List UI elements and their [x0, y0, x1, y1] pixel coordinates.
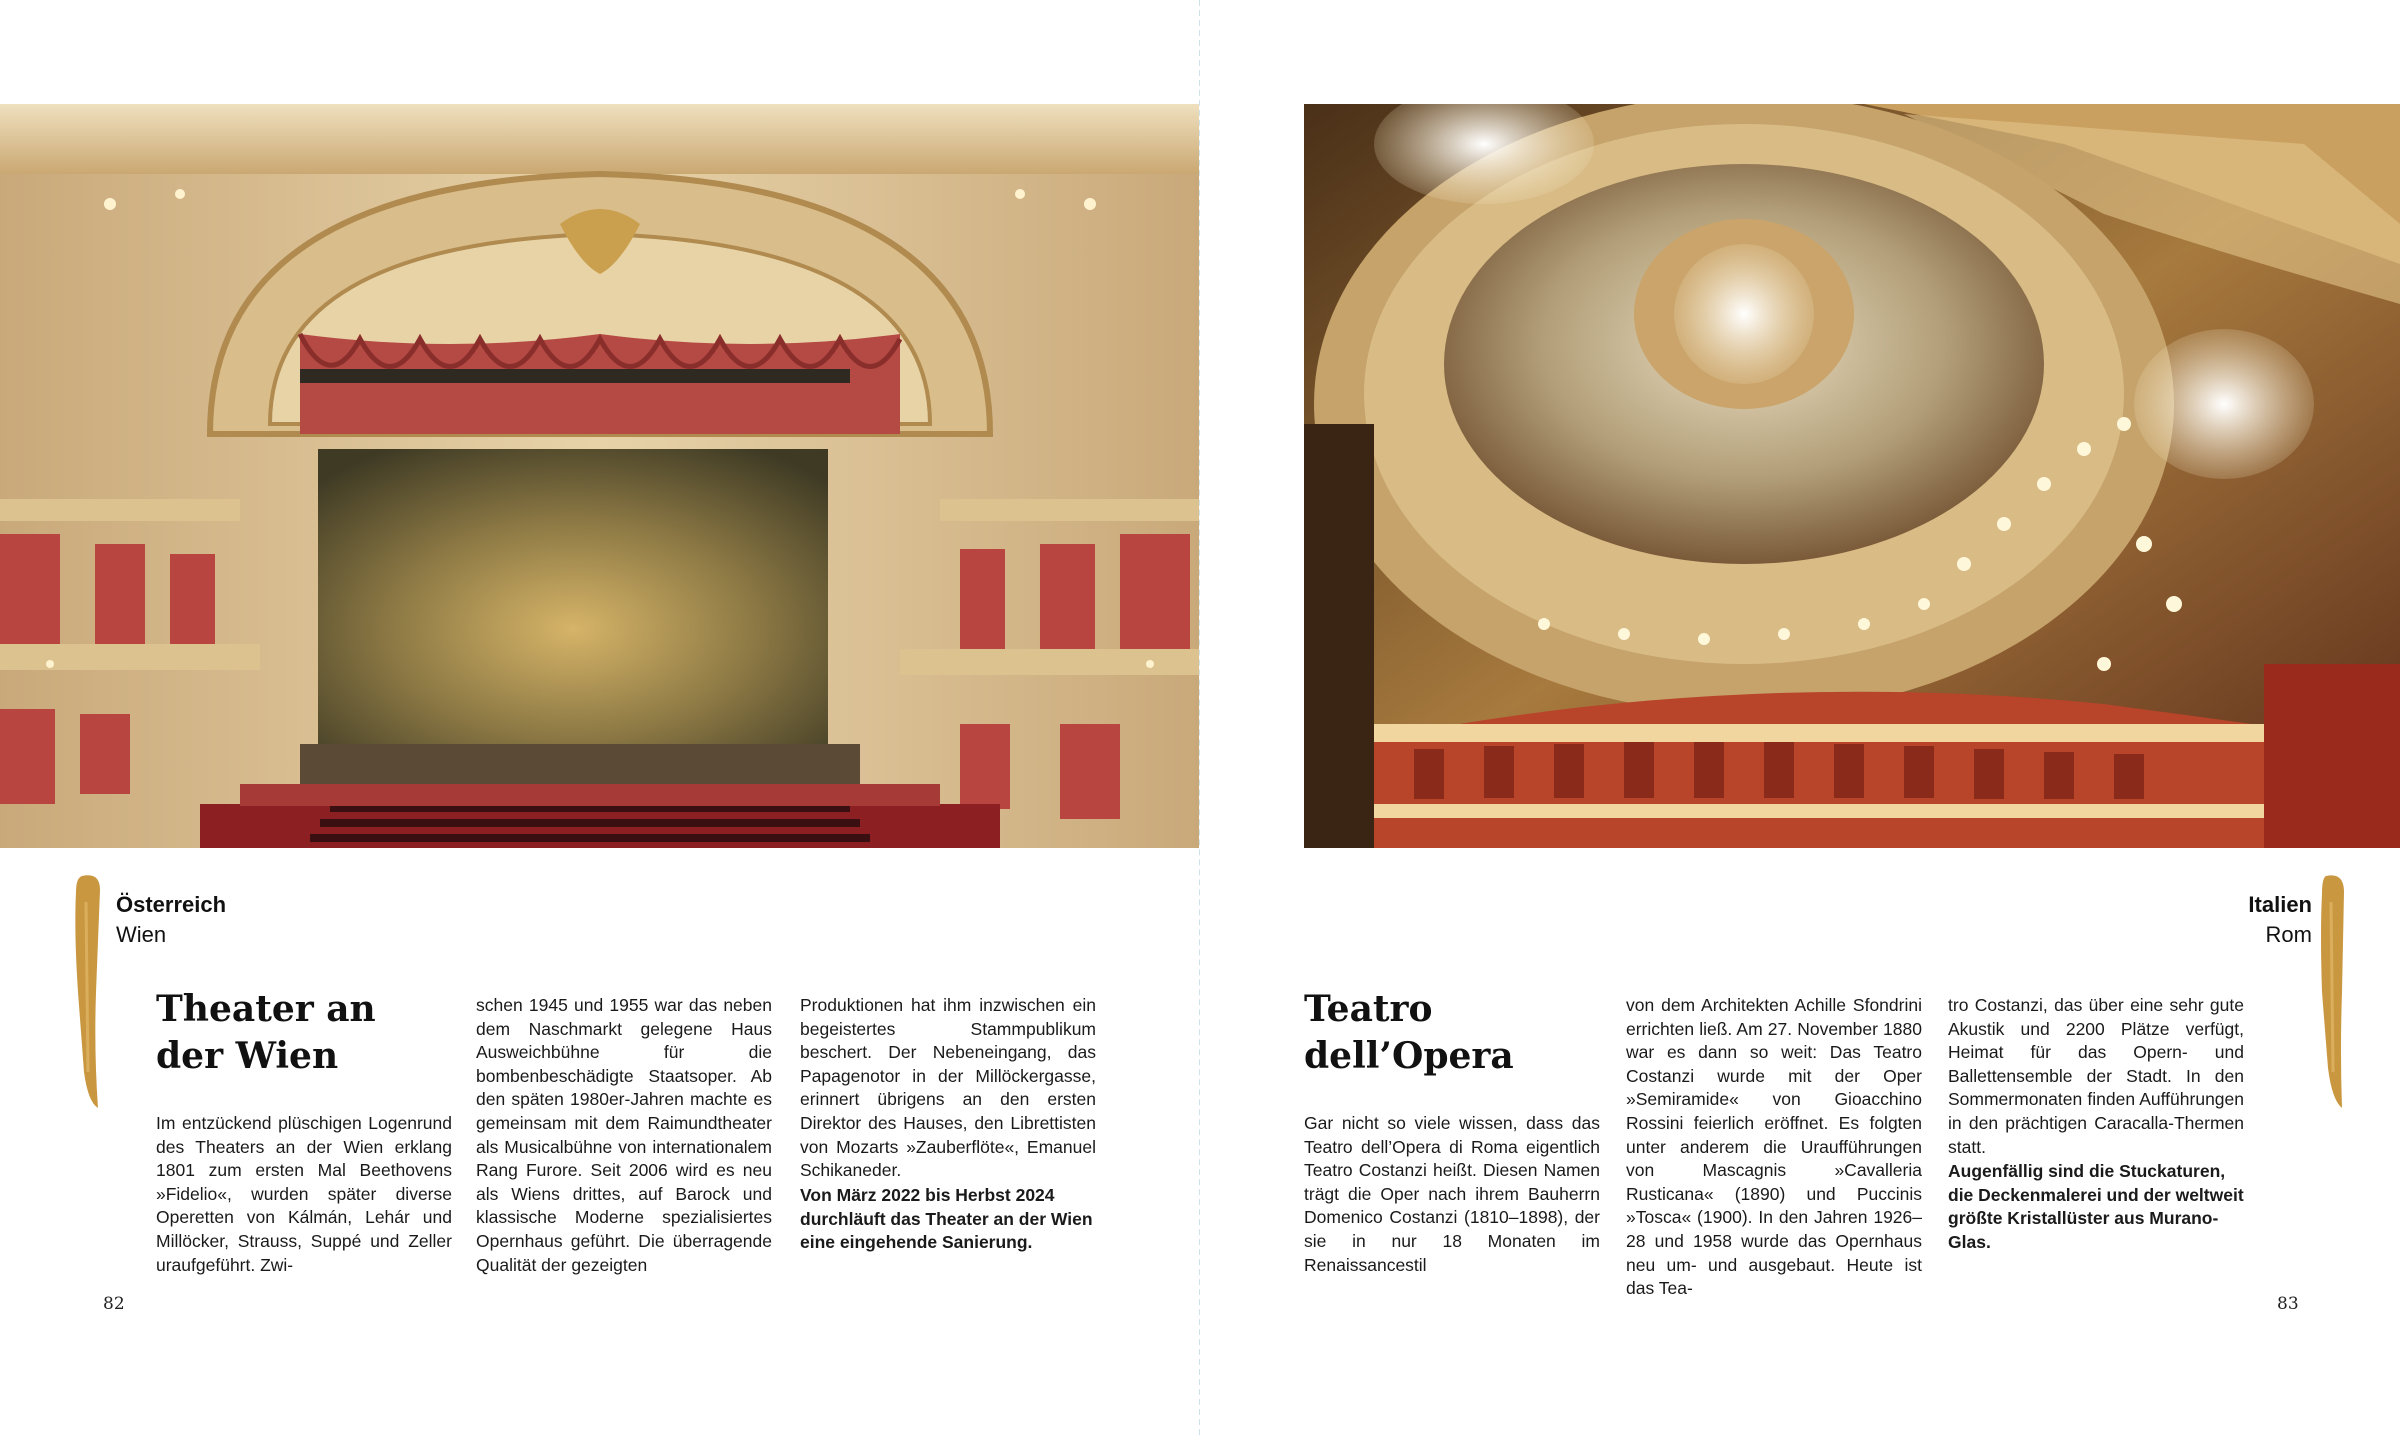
column-2-paragraph: von dem Architekten Achille Sfondrini errichten ließ. Am 27. November 1880 war es dann so weit: Das Teatro Costanzi wurde mit der Oper »Semiramide« von Gioacchino Rossini feierlich eröffnet. Es folgten unter anderem die Uraufführungen von Mascagnis »Cavalleria Rusticana« (1890) und Puccinis »Tosca« (1900). In den Jahren 1926–28 und 1958 wurde das Opernhaus neu um- und ausgebaut. Heute ist das Tea- — [1626, 995, 1922, 1299]
column-2-paragraph: schen 1945 und 1955 war das neben dem Naschmarkt gelegene Haus Ausweichbühne für die bombenbeschädigte Staatsoper. Ab den späten 1980er-Jahren machte es gemeinsam mit dem Raimundtheater als Musicalbühne von internationalem Rang Furore. Seit 2006 wird es neu als Wiens drittes, auf Barock und klassische Moderne spezialisiertes Opernhaus geführt. Die überragende Qualität der gezeigten — [476, 995, 772, 1275]
theater-an-der-wien-photo — [0, 104, 1199, 848]
column-3-paragraph: Produktionen hat ihm inzwischen ein begeistertes Stammpublikum beschert. Der Nebeneingang, das Papagenotor in der Millöckergasse, erinnert übrigens an den ersten Direktor des Hauses, den Librettisten von Mozarts »Zauberflöte«, Emanuel Schikaneder. — [800, 995, 1096, 1181]
intro-paragraph: Gar nicht so viele wissen, dass das Teatro dell’Opera di Roma eigentlich Teatro Costanzi heißt. Diesen Namen trägt die Oper nach ihrem Bauherrn Domenico Costanzi (1810–1898), der sie in nur 18 Monaten im Renaissancestil — [1304, 1113, 1600, 1275]
teatro-dell-opera-photo — [1304, 104, 2400, 848]
column-3-highlight: Augenfällig sind die Stuckaturen, die Deckenmalerei und der weltweit größte Kristallüster aus Murano-Glas. — [1948, 1161, 2244, 1252]
right-page — [1200, 0, 2400, 1435]
country-label: Österreich — [116, 892, 227, 917]
title-line-1: Theater an — [156, 988, 376, 1030]
article-title — [1304, 986, 1514, 1080]
title-line-1: Teatro — [1304, 988, 1433, 1030]
intro-paragraph: Im entzückend plüschigen Logenrund des Theaters an der Wien erklang 1801 zum ersten Mal Beethovens »Fidelio«, wurden später diverse Operetten von Kálmán, Lehár und Millöcker, Strauss, Suppé und Zeller uraufgeführt. Zwi- — [156, 1113, 452, 1275]
theater-interior-image — [0, 104, 1199, 848]
article-title — [156, 986, 376, 1080]
page-number-left: 82 — [103, 1294, 125, 1314]
brush-stroke-icon — [70, 872, 104, 1112]
column-3-paragraph: tro Costanzi, das über eine sehr gute Akustik und 2200 Plätze verfügt, Heimat für das Opern- und Ballettensemble der Stadt. In den Sommermonaten finden Aufführungen in den prächtigen Caracalla-Thermen statt. — [1948, 995, 2244, 1157]
city-label: Rom — [2265, 922, 2312, 947]
title-line-2: dell’Opera — [1304, 1035, 1514, 1077]
opera-ceiling-image — [1304, 104, 2400, 848]
page-number-right: 83 — [2277, 1294, 2299, 1314]
gold-brush-stroke-right — [2316, 872, 2350, 1112]
gold-brush-stroke-left — [70, 872, 104, 1112]
city-label: Wien — [116, 922, 167, 947]
brush-stroke-icon — [2316, 872, 2350, 1112]
column-3-highlight: Von März 2022 bis Herbst 2024 durchläuft das Theater an der Wien eine eingehende Sanierung. — [800, 1185, 1093, 1253]
title-line-2: der Wien — [156, 1035, 339, 1077]
country-label: Italien — [2248, 892, 2312, 917]
